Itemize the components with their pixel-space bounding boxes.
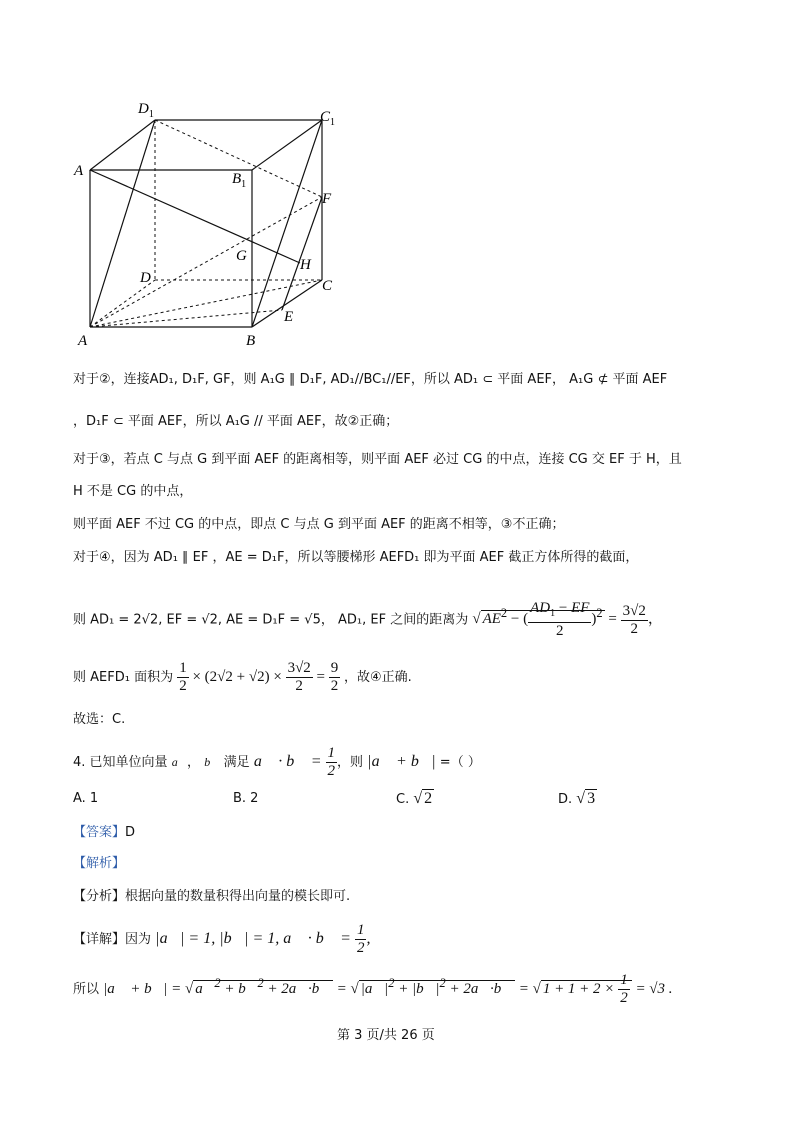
answer-tag: 【答案】 — [73, 825, 126, 840]
line-A-G — [90, 120, 155, 327]
label-H: H — [300, 257, 311, 273]
q4-option-c-label: C. — [396, 792, 410, 807]
q4-option-a: A. 1 — [73, 791, 99, 806]
label-B: B — [246, 333, 256, 349]
result-formula: |a⃗ + b⃗| = √ a⃗$^2$ + b⃗$^2$ + 2a⃗·b⃗ = √ $|a⃗|^2$ + $|b⃗|^2$ + 2a⃗·b⃗ = √ 1 + 1 + 2 × $\frac{1}{2}$ = √3 . — [103, 972, 673, 1006]
cube-figure — [60, 95, 350, 355]
item4-line3-prefix: 则 AEFD₁ 面积为 — [73, 669, 174, 685]
q4-stem — [73, 745, 481, 780]
item3-line1: 对于③，若点 C 与点 G 到平面 AEF 的距离相等，则平面 AEF 必过 CG 的中点，连接 CG 交 EF 于 H，且 — [73, 452, 682, 467]
vec-a: a⃗ — [171, 755, 188, 770]
answer-value: D — [125, 825, 136, 840]
area-formula: $\frac{1}{2}$ × (2√2 + √2) × $\frac{3√2}{2}$ = $\frac{9}{2}$ — [179, 660, 339, 694]
analysis-tag-text: 【解析】 — [73, 856, 126, 871]
item4-line2-mid: AD₁, EF 之间的距离为 — [337, 612, 469, 628]
xiangjie-tag: 【详解】 — [73, 932, 126, 948]
item2-line1: 对于②，连接AD₁, D₁F, GF，则 A₁G ∥ D₁F, AD₁//BC₁//EF，所以 AD₁ ⊂ 平面 AEF， A₁G ⊄ 平面 AEF — [73, 372, 668, 387]
q4-option-c — [396, 790, 434, 809]
q4-option-d-value: √ 3 — [576, 790, 596, 807]
answer3: 故选：C. — [73, 712, 126, 727]
edge-A1-D1 — [90, 120, 155, 170]
item4-line3-suffix: ，故④正确. — [344, 669, 412, 685]
q4-then: ，则 — [337, 755, 364, 771]
answer-line — [73, 824, 135, 842]
given-conditions: |a⃗| = 1, |b⃗| = 1, a⃗ · b⃗ = $\frac{1}{2}$ , — [155, 922, 371, 956]
q4-option-d-label: D. — [558, 792, 573, 807]
label-A1: A — [74, 163, 84, 179]
vec-b: b⃗ — [204, 755, 220, 770]
item3-line2: H 不是 CG 的中点， — [73, 484, 193, 499]
fenxi-line — [73, 888, 350, 906]
label-C1: $C_1$ — [320, 109, 336, 128]
fenxi-text: 根据向量的数量积得出向量的模长即可. — [125, 889, 351, 904]
norm-sum: |a⃗ + b⃗| — [367, 753, 436, 771]
xiangjie-line — [73, 922, 370, 957]
label-D: D — [140, 270, 151, 286]
item3-line3: 则平面 AEF 不过 CG 的中点，即点 C 与点 G 到平面 AEF 的距离不相等，③不正确； — [73, 517, 565, 532]
suoyi-line — [73, 972, 673, 1007]
label-D1: $D_1$ — [138, 101, 154, 120]
q4-comma: ， — [187, 755, 201, 771]
q4-option-c-value: √ 2 — [413, 790, 433, 807]
distance-formula: √ $AE^2$ − ( $\frac{AD_1 - EF}{2}$ )$^2$ = $\frac{3√2}{2}$ ， — [472, 600, 663, 639]
item2-line2: ，D₁F ⊂ 平面 AEF，所以 A₁G // 平面 AEF，故②正确； — [73, 414, 399, 429]
label-F: F — [322, 191, 332, 207]
dash-A-D — [90, 280, 155, 327]
analysis-tag — [73, 855, 125, 873]
q4-stem-text: 4. 已知单位向量 — [73, 755, 168, 771]
label-C: C — [322, 278, 333, 294]
label-A: A — [78, 333, 88, 349]
edge-B1-C1 — [252, 120, 322, 170]
page-footer: 第 3 页/共 26 页 — [337, 1028, 435, 1043]
label-B1: $B_1$ — [232, 171, 247, 190]
item4-line2-prefix: 则 AD₁ = 2√2, EF = √2, AE = D₁F = √5， — [73, 612, 334, 628]
item4-line2 — [73, 600, 663, 640]
dot-product: a⃗ · b⃗ = $\frac{1}{2}$ — [253, 745, 336, 779]
fenxi-tag: 【分析】 — [73, 889, 126, 904]
q4-option-b: B. 2 — [233, 791, 259, 806]
q4-blank: =（ ） — [439, 755, 481, 771]
line-A1-H — [90, 170, 300, 263]
item4-line1: 对于④，因为 AD₁ ∥ EF ，AE = D₁F，所以等腰梯形 AEFD₁ 即为平面 AEF 截正方体所得的截面， — [73, 550, 639, 565]
label-E: E — [284, 309, 294, 325]
xiangjie-text: 因为 — [125, 932, 152, 948]
q4-satisfy: 满足 — [223, 755, 250, 771]
label-G: G — [236, 248, 247, 264]
suoyi-text: 所以 — [73, 981, 100, 997]
item4-line3 — [73, 660, 412, 695]
q4-option-d — [558, 790, 597, 809]
